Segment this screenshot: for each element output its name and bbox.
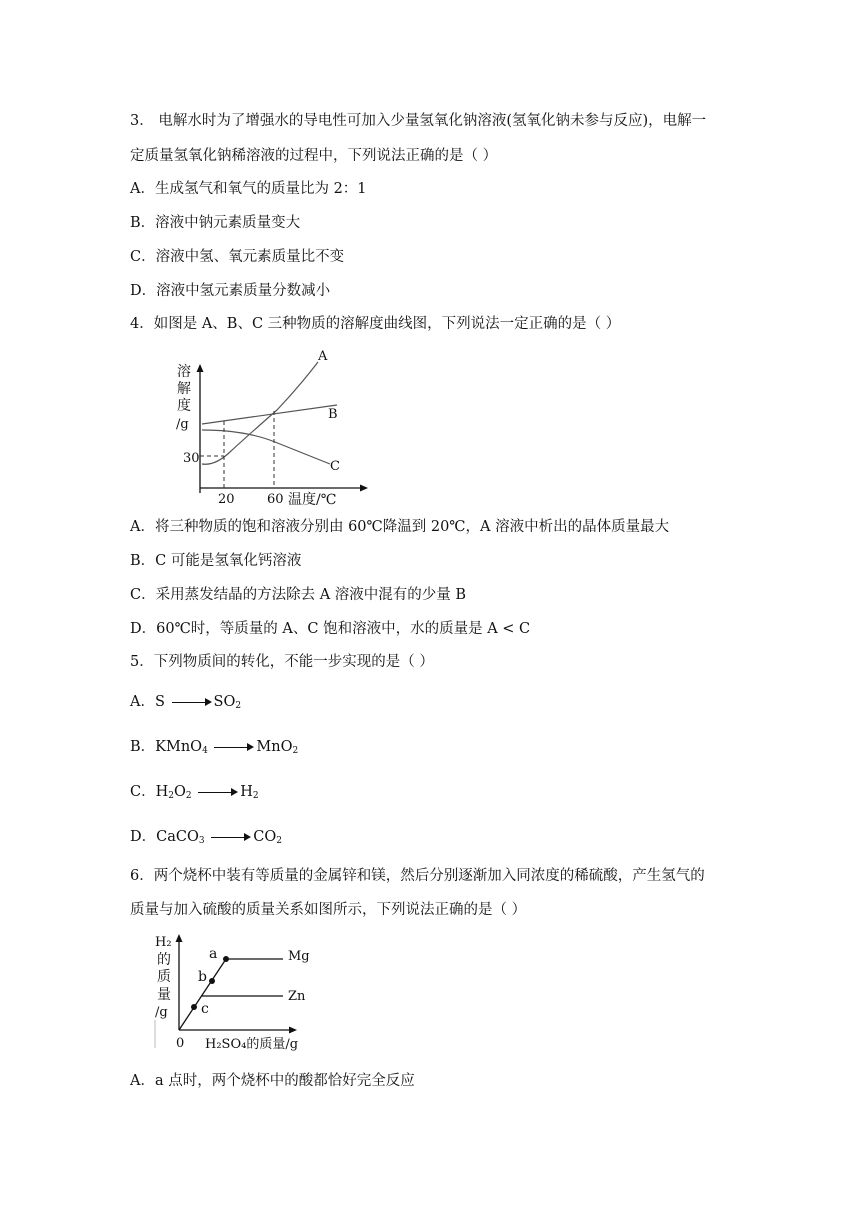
- q6-stem-line2: 质量与加入硫酸的质量关系如图所示，下列说法正确的是（ ）: [130, 902, 527, 918]
- q3-option-c: C．溶液中氢、氧元素质量比不变: [130, 249, 345, 265]
- ylabel-char-4: /g: [176, 417, 189, 432]
- ylabel-char-4: 量: [157, 987, 171, 1003]
- q4-option-b: B．C 可能是氢氧化钙溶液: [130, 553, 302, 569]
- x-tick-20: 20: [218, 492, 235, 507]
- q5-option-b: [130, 737, 298, 761]
- q3-option-d: D．溶液中氢元素质量分数减小: [130, 283, 331, 299]
- q5-option-c-from-sub: 2: [168, 791, 174, 801]
- reaction-arrow-icon: [172, 697, 212, 707]
- ylabel-char-2: 的: [157, 952, 171, 968]
- q5-option-a-letter: A．: [130, 694, 155, 710]
- x-tick-60: 60: [267, 492, 284, 507]
- q5-option-c-letter: C．: [130, 784, 156, 800]
- origin-label: 0: [176, 1036, 185, 1051]
- q5-option-c-from: H: [155, 784, 169, 800]
- reaction-arrow-icon: [211, 832, 251, 842]
- q5-option-b-to-sub: 2: [292, 746, 299, 756]
- curve-label-a: A: [318, 349, 328, 364]
- q5-option-c-to-sub: 2: [252, 791, 259, 801]
- y-axis-arrow: [197, 364, 204, 372]
- y-tick-30: 30: [183, 451, 200, 466]
- point-b: [209, 978, 215, 984]
- q5-option-c-from-sub2: 2: [185, 791, 192, 801]
- xlabel: 温度/℃: [288, 492, 337, 508]
- ylabel-char-3: 度: [177, 398, 191, 414]
- curve-label-b: B: [328, 407, 338, 422]
- hydrogen-mass-figure: [150, 928, 330, 1053]
- q5-option-a-from: S: [154, 694, 165, 710]
- curve-a: [202, 362, 318, 464]
- q4-option-d: D．60℃时，等质量的 A、C 饱和溶液中，水的质量是 A < C: [130, 621, 531, 637]
- q3-stem-line2: 定质量氢氧化钠稀溶液的过程中，下列说法正确的是（ ）: [130, 148, 498, 164]
- ylabel-char-5: /g: [155, 1005, 168, 1020]
- q5-option-d-to-sub: 2: [276, 836, 282, 846]
- x-axis-arrow: [289, 1027, 297, 1034]
- q5-option-b-to: MnO: [256, 739, 293, 755]
- q4-option-a: A．将三种物质的饱和溶液分别由 60℃降温到 20℃，A 溶液中析出的晶体质量最大: [130, 519, 670, 535]
- y-axis-arrow: [176, 934, 183, 942]
- q5-option-c-from-rest: O: [174, 784, 186, 800]
- ylabel-char-3: 质: [157, 969, 171, 985]
- q5-option-b-from: KMnO: [155, 739, 203, 755]
- ylabel-char-1: H₂: [155, 935, 172, 950]
- q5-option-d-from: CaCO: [156, 829, 199, 845]
- series-label-zn: Zn: [288, 989, 306, 1004]
- point-label-a: a: [209, 946, 218, 962]
- series-label-mg: Mg: [288, 949, 310, 964]
- q5-option-d-from-sub: 3: [198, 836, 205, 846]
- q5-option-d-to: CO: [253, 829, 277, 845]
- q4-stem: 4．如图是 A、B、C 三种物质的溶解度曲线图，下列说法一定正确的是（ ）: [130, 316, 621, 332]
- q5-stem: 5．下列物质间的转化，不能一步实现的是（ ）: [130, 654, 434, 670]
- solubility-curve-figure: [170, 348, 370, 508]
- point-c: [191, 1004, 197, 1010]
- q5-option-a: [130, 692, 241, 716]
- curve-b: [202, 405, 337, 424]
- q3-option-a: A．生成氢气和氧气的质量比为 2：1: [130, 181, 367, 197]
- point-a: [223, 956, 229, 962]
- ylabel-char-2: 解: [177, 381, 191, 397]
- point-label-c: c: [201, 1001, 209, 1017]
- q3-stem-line1: 3． 电解水时为了增强水的导电性可加入少量氢氧化钠溶液(氢氧化钠未参与反应)，电解一: [130, 113, 707, 129]
- curve-label-c: C: [330, 459, 340, 474]
- q5-option-b-letter: B．: [130, 739, 156, 755]
- point-label-b: b: [198, 969, 207, 985]
- x-axis-arrow: [360, 485, 368, 492]
- reaction-arrow-icon: [198, 787, 238, 797]
- q5-option-d-letter: D．: [130, 829, 157, 845]
- q6-option-a: A．a 点时，两个烧杯中的酸都恰好完全反应: [130, 1073, 415, 1089]
- q5-option-a-to: SO: [213, 694, 236, 710]
- q3-option-b: B．溶液中钠元素质量变大: [130, 215, 301, 231]
- reaction-arrow-icon: [214, 742, 254, 752]
- q5-option-a-to-sub: 2: [235, 701, 242, 711]
- q5-option-c: [130, 782, 259, 806]
- ylabel-char-1: 溶: [177, 364, 191, 380]
- q5-option-c-to: H: [240, 784, 253, 800]
- xlabel: H₂SO₄的质量/g: [205, 1037, 299, 1052]
- q5-option-d: [130, 827, 282, 851]
- q4-option-c: C．采用蒸发结晶的方法除去 A 溶液中混有的少量 B: [130, 587, 467, 603]
- q5-option-b-from-sub: 4: [202, 746, 208, 756]
- q6-stem-line1: 6．两个烧杯中装有等质量的金属锌和镁，然后分别逐渐加入同浓度的稀硫酸，产生氢气的: [130, 868, 705, 884]
